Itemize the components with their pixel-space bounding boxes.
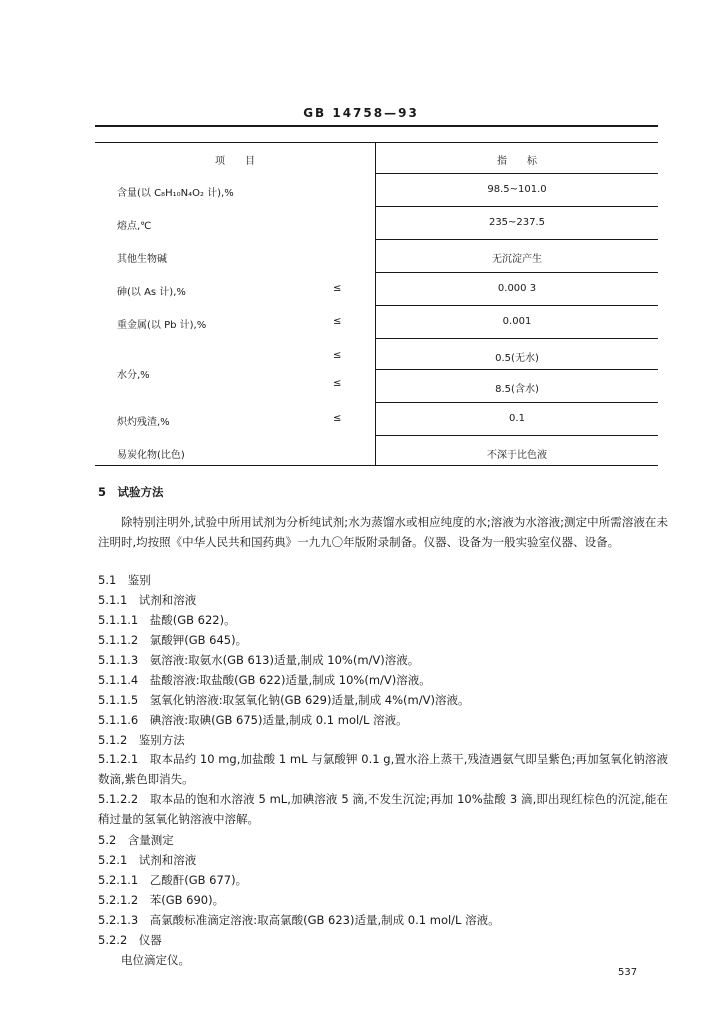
table-cell-value: 98.5~101.0 — [487, 184, 547, 195]
section-line: 5.1.1.1 盐酸(GB 622)。 — [98, 613, 236, 627]
section-paragraph: 5.1.2.2 取本品的饱和水溶液 5 mL,加碘溶液 5 滴,不发生沉淀;再加 10%盐酸 3 滴,即出现红棕色的沉淀,能在稍过量的氢氧化钠溶液中溶解。 — [98, 792, 668, 826]
section-line: 5.1.1 试剂和溶液 — [98, 593, 197, 607]
table-cell-item: 含量(以 C₈H₁₀N₄O₂ 计),% — [117, 188, 234, 199]
table-header-item: 项 目 — [215, 156, 255, 167]
section-line: 5.1.2 鉴别方法 — [98, 733, 185, 747]
table-cell-item: 其他生物碱 — [117, 254, 167, 265]
table-cell-item: 熔点,℃ — [117, 221, 152, 232]
table-cell-operator: ≤ — [333, 316, 342, 327]
section-line: 5.2.1.3 高氯酸标准滴定溶液:取高氯酸(GB 623)适量,制成 0.1 mol/L 溶液。 — [98, 913, 500, 927]
table-cell-value: 0.5(无水) — [495, 353, 539, 364]
standard-code: GB 14758—93 — [303, 106, 419, 120]
table-cell-value: 无沉淀产生 — [492, 254, 542, 265]
section-line: 5.1.1.5 氢氧化钠溶液:取氢氧化钠(GB 629)适量,制成 4%(m/V)溶液。 — [98, 693, 470, 707]
section-line: 5.2 含量测定 — [98, 833, 174, 847]
section-paragraph: 5.1.2.1 取本品约 10 mg,加盐酸 1 mL 与氯酸钾 0.1 g,置水浴上蒸干,残渣遇氨气即呈紫色;再加氢氧化钠溶液数滴,紫色即消失。 — [98, 752, 668, 786]
table-top-border — [95, 142, 658, 143]
table-cell-value: 0.1 — [509, 413, 525, 424]
header-rule — [95, 125, 658, 127]
table-row-divider — [376, 206, 658, 207]
section-line: 5.1.1.6 碘溶液:取碘(GB 675)适量,制成 0.1 mol/L 溶液。 — [98, 713, 408, 727]
table-cell-operator: ≤ — [333, 350, 342, 361]
table-cell-value: 不深于比色液 — [487, 450, 547, 461]
table-cell-value: 0.000 3 — [497, 283, 537, 294]
table-cell-item: 炽灼残渣,% — [117, 417, 170, 428]
table-cell-value: 8.5(含水) — [495, 384, 539, 395]
section-line: 5.1.1.2 氯酸钾(GB 645)。 — [98, 633, 248, 647]
section-line: 5.1.1.4 盐酸溶液:取盐酸(GB 622)适量,制成 10%(m/V)溶液。 — [98, 673, 431, 687]
table-header-divider — [376, 173, 658, 174]
table-subrow-divider — [376, 369, 658, 370]
table-header-spec: 指 标 — [497, 156, 537, 167]
section-title: 5 试验方法 — [98, 485, 164, 499]
table-cell-value: 0.001 — [502, 316, 532, 327]
section-line: 5.2.1 试剂和溶液 — [98, 853, 197, 867]
section-line: 5.1.1.3 氨溶液:取氨水(GB 613)适量,制成 10%(m/V)溶液。 — [98, 653, 420, 667]
table-cell-operator: ≤ — [333, 378, 342, 389]
table-row-divider — [376, 239, 658, 240]
table-cell-item: 重金属(以 Pb 计),% — [117, 320, 207, 331]
section-line: 5.2.1.2 苯(GB 690)。 — [98, 893, 225, 907]
page-number: 537 — [618, 967, 638, 978]
table-cell-operator: ≤ — [333, 283, 342, 294]
section-line: 5.2.2 仪器 — [98, 933, 162, 947]
table-row-divider — [376, 402, 658, 403]
section-line: 电位滴定仪。 — [121, 953, 190, 967]
section-line: 5.1 鉴别 — [98, 573, 151, 587]
table-cell-value: 235~237.5 — [488, 217, 546, 228]
table-cell-item: 易炭化物(比色) — [117, 450, 185, 461]
table-bottom-border — [95, 465, 658, 466]
table-row-divider — [376, 435, 658, 436]
table-cell-item: 水分,% — [117, 370, 150, 381]
table-row-divider — [376, 272, 658, 273]
table-row-divider — [376, 305, 658, 306]
section-intro: 除特别注明外,试验中所用试剂为分析纯试剂;水为蒸馏水或相应纯度的水;溶液为水溶液;测定中所需溶液在未注明时,均按照《中华人民共和国药典》一九九〇年版附录制备。仪器、设备为一般实验室仪器、设备。 — [98, 515, 668, 549]
table-row-divider — [376, 338, 658, 339]
table-cell-item: 砷(以 As 计),% — [117, 287, 186, 298]
table-cell-operator: ≤ — [333, 413, 342, 424]
section-line: 5.2.1.1 乙酸酐(GB 677)。 — [98, 873, 248, 887]
